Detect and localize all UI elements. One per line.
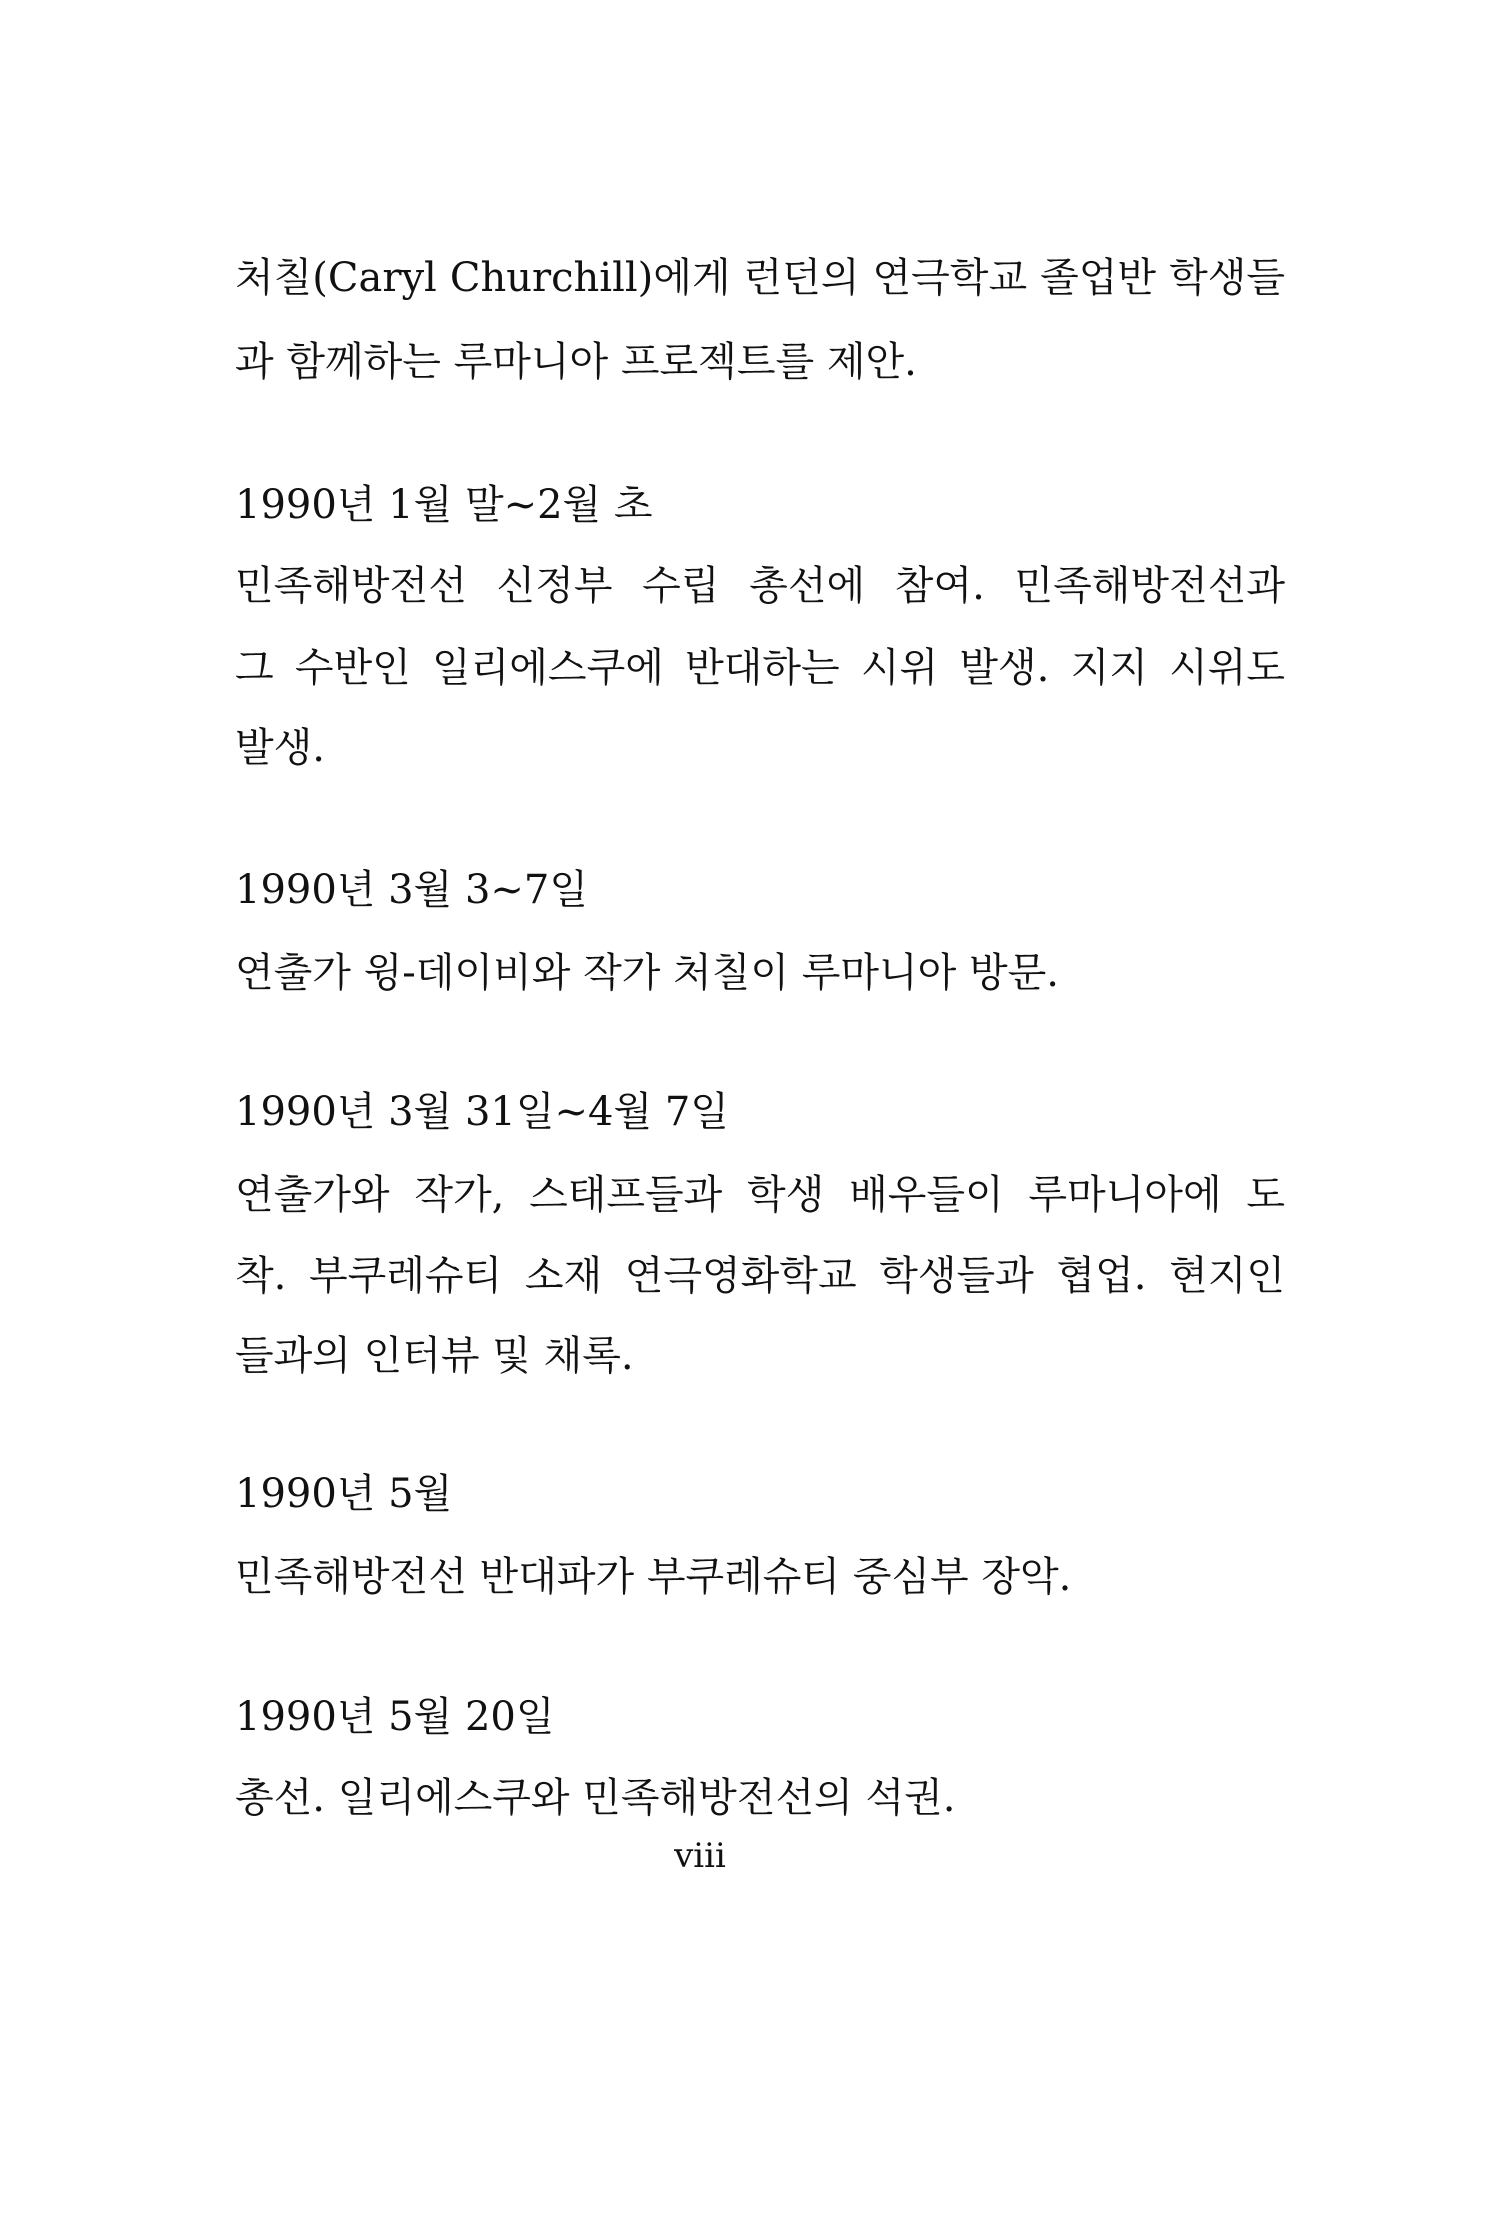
entry-date: 1990년 3월 3~7일 bbox=[235, 867, 589, 913]
entry-text-line: 그 수반인 일리에스쿠에 반대하는 시위 발생. 지지 시위도 bbox=[235, 645, 1285, 691]
entry-text-line: 총선. 일리에스쿠와 민족해방전선의 석권. bbox=[235, 1775, 956, 1821]
entry-text-line: 민족해방전선 신정부 수립 총선에 참여. 민족해방전선과 bbox=[235, 563, 1285, 609]
entry-date: 1990년 5월 bbox=[235, 1471, 453, 1517]
entry-text-line: 발생. bbox=[235, 725, 325, 771]
entry-text-line: 연출가와 작가, 스태프들과 학생 배우들이 루마니아에 도 bbox=[235, 1172, 1285, 1218]
entry-text-line: 민족해방전선 반대파가 부쿠레슈티 중심부 장악. bbox=[235, 1554, 1072, 1600]
entry-date: 1990년 3월 31일~4월 7일 bbox=[235, 1089, 729, 1135]
entry-text-line: 연출가 윙-데이비와 작가 처칠이 루마니아 방문. bbox=[235, 950, 1059, 996]
entry-date: 1990년 5월 20일 bbox=[235, 1694, 555, 1740]
intro-line-2: 과 함께하는 루마니아 프로젝트를 제안. bbox=[235, 339, 917, 385]
entry-date: 1990년 1월 말~2월 초 bbox=[235, 482, 653, 528]
entry-text-line: 들과의 인터뷰 및 채록. bbox=[235, 1333, 634, 1379]
intro-line-1: 처칠(Caryl Churchill)에게 런던의 연극학교 졸업반 학생들 bbox=[235, 255, 1285, 301]
entry-text-line: 착. 부쿠레슈티 소재 연극영화학교 학생들과 협업. 현지인 bbox=[235, 1253, 1285, 1299]
page-number: viii bbox=[674, 1836, 726, 1876]
